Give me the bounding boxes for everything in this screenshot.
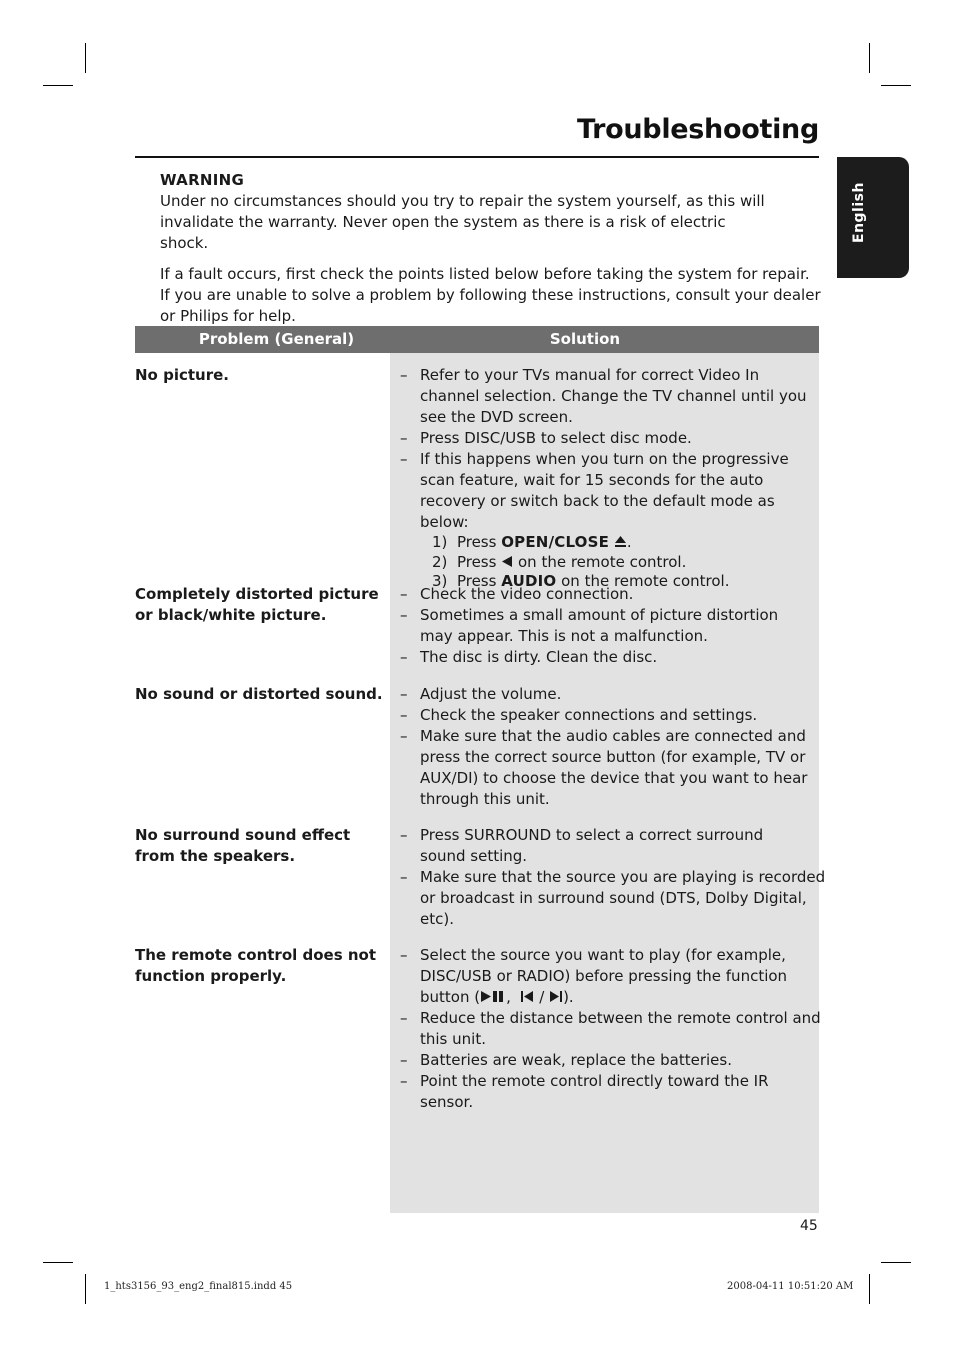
solution-item: – Select the source you want to play (for example, DISC/USB or RADIO) before pressing the function button ( , / ). bbox=[400, 946, 788, 1006]
solution-list bbox=[400, 684, 820, 810]
solution-item: – If this happens when you turn on the progressive scan feature, wait for 15 seconds for the auto recovery or switch back to the default mode as below: bbox=[400, 450, 789, 531]
solution-list bbox=[400, 825, 826, 930]
solution-item: – Reduce the distance between the remote control and this unit. bbox=[400, 1009, 821, 1048]
solution-item: – Point the remote control directly toward the IR sensor. bbox=[400, 1072, 769, 1111]
crop-mark bbox=[881, 85, 911, 86]
procedure-step: 3) Press AUDIO on the remote control. bbox=[432, 572, 730, 590]
column-header-problem: Problem (General) bbox=[198, 330, 355, 348]
problem-label: No sound or distorted sound. bbox=[135, 685, 383, 703]
language-tab bbox=[837, 157, 909, 278]
problem-label: The remote control does not function properly. bbox=[135, 946, 377, 985]
problem-label: No surround sound effect from the speakers. bbox=[135, 826, 351, 865]
intro-section bbox=[160, 170, 825, 327]
eject-icon bbox=[614, 535, 627, 548]
solution-item: – Check the video connection. bbox=[400, 585, 634, 603]
crop-mark bbox=[43, 1262, 73, 1263]
solution-item: – The disc is dirty. Clean the disc. bbox=[400, 648, 658, 666]
left-arrow-icon bbox=[501, 555, 513, 568]
crop-mark bbox=[85, 1274, 86, 1304]
crop-mark bbox=[881, 1262, 911, 1263]
procedure-step: 1) Press OPEN/CLOSE . bbox=[432, 533, 632, 551]
page-title: Troubleshooting bbox=[576, 114, 819, 145]
solution-item: – Make sure that the source you are playing is recorded or broadcast in surround sound (DTS, Dolby Digital, etc). bbox=[400, 868, 826, 928]
play-pause-icon bbox=[480, 990, 506, 1003]
previous-icon bbox=[520, 990, 534, 1003]
warning-text: Under no circumstances should you try to repair the system yourself, as this will invalidate the warranty. Never open the system as there is a risk of electric shock. bbox=[160, 192, 765, 252]
solution-list bbox=[400, 945, 820, 1113]
solution-item: – Press DISC/USB to select disc mode. bbox=[400, 429, 692, 447]
problem-label: No picture. bbox=[135, 366, 229, 384]
procedure-step: 2) Press on the remote control. bbox=[432, 552, 687, 571]
solution-item: – Press SURROUND to select a correct surround sound setting. bbox=[400, 826, 764, 865]
crop-mark bbox=[85, 43, 86, 73]
solution-list bbox=[400, 365, 820, 592]
intro-paragraph: If you are unable to solve a problem by following these instructions, consult your dealer or Philips for help. bbox=[160, 286, 821, 325]
intro-paragraph: If a fault occurs, first check the points listed below before taking the system for repair. bbox=[160, 265, 810, 283]
solution-item: – Batteries are weak, replace the batteries. bbox=[400, 1051, 732, 1069]
table-header bbox=[135, 326, 819, 353]
solution-item: – Check the speaker connections and settings. bbox=[400, 706, 758, 724]
crop-mark bbox=[869, 1274, 870, 1304]
solution-item: – Adjust the volume. bbox=[400, 685, 562, 703]
next-icon bbox=[549, 990, 563, 1003]
problem-label: Completely distorted picture or black/white picture. bbox=[135, 585, 379, 624]
column-header-solution: Solution bbox=[549, 330, 621, 348]
solution-item: – Sometimes a small amount of picture distortion may appear. This is not a malfunction. bbox=[400, 606, 779, 645]
solution-item: – Make sure that the audio cables are connected and press the correct source button (for example, TV or AUX/DI) to choose the device that you want to hear through this unit. bbox=[400, 727, 808, 808]
solution-list bbox=[400, 584, 820, 668]
solution-item: – Refer to your TVs manual for correct Video In channel selection. Change the TV channel until you see the DVD screen. bbox=[400, 366, 807, 426]
crop-mark bbox=[43, 85, 73, 86]
title-rule bbox=[135, 156, 819, 158]
crop-mark bbox=[869, 43, 870, 73]
footer-timestamp: 2008-04-11 10:51:20 AM bbox=[727, 1281, 854, 1292]
warning-heading: WARNING bbox=[160, 171, 245, 189]
footer-filename: 1_hts3156_93_eng2_final815.indd 45 bbox=[104, 1281, 293, 1292]
page-number: 45 bbox=[800, 1218, 818, 1234]
language-tab-label: English bbox=[851, 182, 867, 243]
